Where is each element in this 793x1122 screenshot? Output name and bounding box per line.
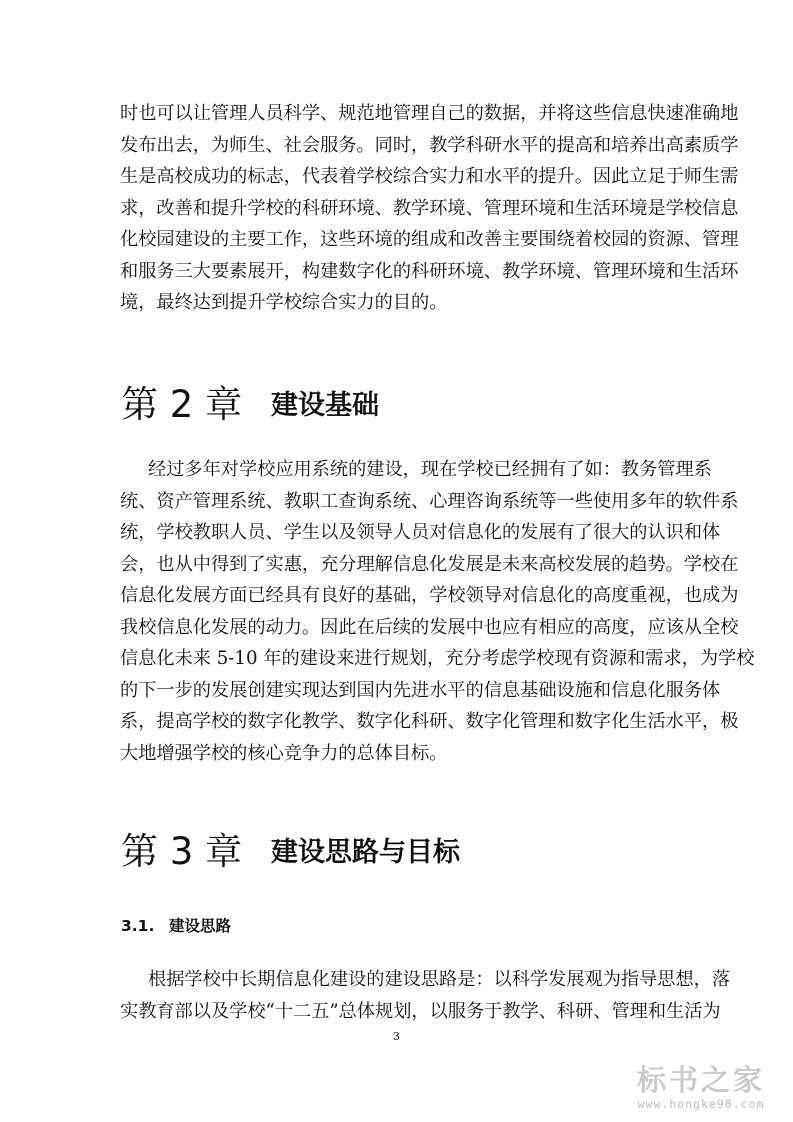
text-line: 实教育部以及学校“十二五”总体规划，以服务于教学、科研、管理和生活为	[120, 1000, 721, 1022]
text-line: 根据学校中长期信息化建设的建设思路是：以科学发展观为指导思想，落	[148, 969, 731, 990]
text-line: 和服务三大要素展开，构建数字化的科研环境、教学环境、管理环境和生活环	[120, 260, 739, 282]
text-line: 境，最终达到提升学校综合实力的目的。	[120, 292, 448, 313]
watermark-logo	[621, 1063, 781, 1111]
chapter-2-paragraph	[120, 454, 755, 769]
text-line: 求，改善和提升学校的科研环境、教学环境、管理环境和生活环境是学校信息	[120, 197, 739, 219]
text-line: 信息化未来 5-10 年的建设来进行规划，充分考虑学校现有资源和需求，为学校	[120, 648, 755, 669]
chapter-3-paragraph	[120, 964, 731, 1027]
text-line: 大地增强学校的核心竞争力的总体目标。	[120, 742, 448, 764]
watermark-url: www.hongke98.com	[637, 1097, 765, 1111]
text-line: 系，提高学校的数字化教学、数字化科研、数字化管理和数字化生活水平，极	[120, 711, 739, 732]
text-line: 会，也从中得到了实惠，充分理解信息化发展是未来高校发展的趋势。学校在	[120, 553, 739, 575]
text-line: 经过多年对学校应用系统的建设，现在学校已经拥有了如：教务管理系	[148, 459, 712, 480]
page-number: 3	[393, 1030, 400, 1043]
text-line: 化校园建设的主要工作，这些环境的组成和改善主要围绕着校园的资源、管理	[120, 229, 739, 250]
chapter-number: 第 2 章	[121, 383, 243, 426]
text-line: 生是高校成功的标志，代表着学校综合实力和水平的提升。因此立足于师生需	[120, 166, 739, 187]
text-line: 信息化发展方面已经具有良好的基础，学校领导对信息化的高度重视，也成为	[120, 585, 739, 606]
chapter-3-heading	[121, 830, 460, 875]
text-line: 时也可以让管理人员科学、规范地管理自己的数据，并将这些信息快速准确地	[120, 103, 739, 124]
chapter-title: 建设基础	[271, 390, 379, 421]
section-3-1-heading	[121, 912, 231, 940]
text-line: 发布出去，为师生、社会服务。同时，教学科研水平的提高和培养出高素质学	[120, 134, 739, 156]
text-line: 的下一步的发展创建实现达到国内先进水平的信息基础设施和信息化服务体	[120, 679, 721, 701]
text-line: 统、资产管理系统、教职工查询系统、心理咨询系统等一些使用多年的软件系	[120, 490, 739, 512]
chapter-number: 第 3 章	[121, 830, 243, 873]
chapter-title: 建设思路与目标	[271, 837, 460, 868]
chapter-2-heading	[121, 383, 379, 428]
section-title: 建设思路	[169, 917, 232, 935]
section-number: 3.1.	[121, 917, 155, 935]
text-line: 统，学校教职人员、学生以及领导人员对信息化的发展有了很大的认识和体	[120, 522, 721, 543]
watermark-text: 标书之家	[636, 1063, 765, 1097]
text-line: 我校信息化发展的动力。因此在后续的发展中也应有相应的高度，应该从全校	[120, 616, 739, 638]
intro-paragraph	[120, 98, 739, 319]
